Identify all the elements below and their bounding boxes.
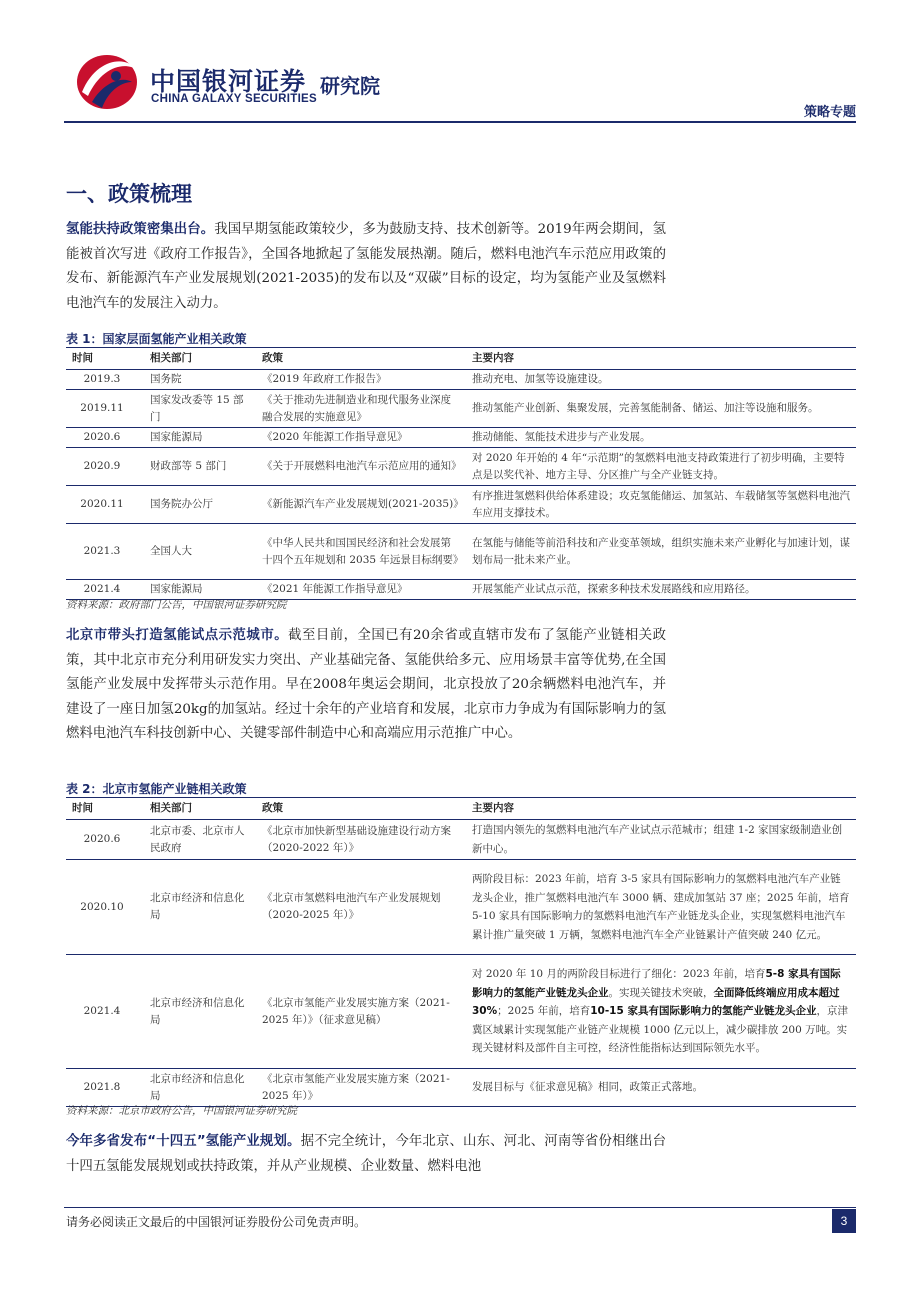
- paragraph-beijing-pilot: [66, 624, 666, 747]
- footer-disclaimer: 请务必阅读正文最后的中国银河证券股份公司免责声明。: [66, 1215, 367, 1229]
- cell-dept: 国务院: [144, 370, 256, 390]
- cell-time: 2021.3: [66, 524, 144, 580]
- table-row: [66, 390, 856, 428]
- header-divider: [64, 121, 856, 123]
- table-header-row: [66, 798, 856, 820]
- cell-content: 推动氢能产业创新、集聚发展，完善氢能制备、储运、加注等设施和服务。: [466, 390, 856, 428]
- cell-time: 2021.4: [66, 955, 144, 1069]
- paragraph-lead: 今年多省发布“十四五”氢能产业规划。: [66, 1134, 301, 1149]
- cell-content: 两阶段目标：2023 年前，培育 3-5 家具有国际影响力的氢燃料电池汽车产业链龙头企业，推广氢燃料电池汽车 3000 辆、建成加氢站 37 座；2025 年前，培育 5-10 家具有国际影响力的氢燃料电池汽车产业链龙头企业，实现氢燃料电池汽车累计推广量突破 1 万辆，氢燃料电池汽车全产业链累计产值突破 240 亿元。: [466, 860, 856, 955]
- col-header-policy: 政策: [256, 348, 466, 370]
- table-row: [66, 448, 856, 486]
- cell-dept: 国家能源局: [144, 580, 256, 600]
- cell-time: 2020.6: [66, 820, 144, 860]
- brand-name-cn: 中国银河证券: [150, 67, 307, 96]
- table-row: [66, 524, 856, 580]
- cell-time: 2021.8: [66, 1069, 144, 1107]
- cell-dept: 国家发改委等 15 部门: [144, 390, 256, 428]
- paragraph-lead: 北京市带头打造氢能试点示范城市。: [66, 628, 289, 643]
- cell-time: 2020.9: [66, 448, 144, 486]
- paragraph-lead: 氢能扶持政策密集出台。: [66, 222, 215, 237]
- cell-content: 打造国内领先的氢燃料电池汽车产业试点示范城市；组建 1-2 家国家级制造业创新中心。: [466, 820, 856, 860]
- cell-policy: 《中华人民共和国国民经济和社会发展第十四个五年规划和 2035 年远景目标纲要》: [256, 524, 466, 580]
- report-type-label: 策略专题: [803, 105, 856, 120]
- col-header-time: 时间: [66, 348, 144, 370]
- cell-policy: 《关于推动先进制造业和现代服务业深度融合发展的实施意见》: [256, 390, 466, 428]
- galaxy-logo-icon: [74, 52, 140, 112]
- cell-dept: 北京市经济和信息化局: [144, 1069, 256, 1107]
- cell-dept: 国务院办公厅: [144, 486, 256, 524]
- cell-content: 开展氢能产业试点示范，探索多种技术发展路线和应用路径。: [466, 580, 856, 600]
- col-header-content: 主要内容: [466, 348, 856, 370]
- page-number: 3: [832, 1209, 856, 1233]
- table-row: [66, 820, 856, 860]
- cell-content: 推动储能、氢能技术进步与产业发展。: [466, 428, 856, 448]
- paragraph-body: 截至目前，全国已有20余省或直辖市发布了氢能产业链相关政策，其中北京市充分利用研发实力突出、产业基础完备、氢能供给多元、应用场景丰富等优势,在全国氢能产业发展中发挥带头示范作用。早在2008年奥运会期间，北京投放了20余辆燃料电池汽车，并建设了一座日加氢20kg的加氢站。经过十余年的产业培育和发展，北京市力争成为有国际影响力的氢燃料电池汽车科技创新中心、关键零部件制造中心和高端应用示范推广中心。: [66, 628, 666, 741]
- cell-policy: 《北京市加快新型基础设施建设行动方案（2020-2022 年）》: [256, 820, 466, 860]
- content-text: ；2025 年前，培育: [497, 1005, 591, 1018]
- table-row: [66, 428, 856, 448]
- table-row: [66, 1069, 856, 1107]
- table1-source: 资料来源：政府部门公告，中国银河证券研究院: [66, 599, 287, 611]
- cell-content: 对 2020 年开始的 4 年“示范期”的氢燃料电池支持政策进行了初步明确，主要特点是以奖代补、地方主导、分区推广与全产业链支持。: [466, 448, 856, 486]
- content-text: 对 2020 年 10 月的两阶段目标进行了细化：2023 年前，培育: [472, 968, 766, 981]
- content-highlight: 全面降低终端应用成本超过 30%: [472, 986, 840, 1018]
- paragraph-body: 据不完全统计，今年北京、山东、河北、河南等省份相继出台十四五氢能发展规划或扶持政策，并从产业规模、企业数量、燃料电池: [66, 1134, 667, 1174]
- content-highlight: 10-15 家具有国际影响力的氢能产业链龙头企业: [590, 1005, 817, 1018]
- content-text: ，京津冀区域累计实现氢能产业链产业规模 1000 亿元以上，减少碳排放 200 万吨。实现关键材料及部件自主可控，经济性能指标达到国际领先水平。: [472, 1005, 848, 1055]
- content-text: 。实现关键技术突破，: [608, 986, 714, 999]
- col-header-content: 主要内容: [466, 798, 856, 820]
- cell-policy: 《2020 年能源工作指导意见》: [256, 428, 466, 448]
- paragraph-body: 我国早期氢能政策较少，多为鼓励支持、技术创新等。2019年两会期间，氢能被首次写进《政府工作报告》，全国各地掀起了氢能发展热潮。随后，燃料电池汽车示范应用政策的发布、新能源汽车产业发展规划(2021-2035)的发布以及“双碳”目标的设定，均为氢能产业及氢燃料电池汽车的发展注入动力。: [66, 222, 666, 311]
- table2-source: 资料来源：北京市政府公告，中国银河证券研究院: [66, 1105, 297, 1117]
- cell-policy: 《北京市氢能产业发展实施方案（2021-2025 年）》（征求意见稿）: [256, 955, 466, 1069]
- cell-policy: 《2021 年能源工作指导意见》: [256, 580, 466, 600]
- brand-name-en: CHINA GALAXY SECURITIES: [151, 93, 318, 105]
- cell-time: 2020.10: [66, 860, 144, 955]
- table-row: [66, 370, 856, 390]
- cell-dept: 北京市委、北京市人民政府: [144, 820, 256, 860]
- paragraph-hydrogen-policy: [66, 218, 666, 316]
- beijing-policy-table: [66, 797, 856, 1107]
- table-row: [66, 955, 856, 1069]
- cell-dept: 全国人大: [144, 524, 256, 580]
- national-policy-table: [66, 347, 856, 600]
- col-header-time: 时间: [66, 798, 144, 820]
- cell-dept: 北京市经济和信息化局: [144, 860, 256, 955]
- cell-policy: 《北京市氢能产业发展实施方案（2021-2025 年）》: [256, 1069, 466, 1107]
- cell-content: [466, 955, 856, 1069]
- cell-policy: 《2019 年政府工作报告》: [256, 370, 466, 390]
- cell-time: 2021.4: [66, 580, 144, 600]
- paragraph-provincial-plans: [66, 1130, 666, 1179]
- section-title: 一、政策梳理: [66, 182, 192, 206]
- table-row: [66, 486, 856, 524]
- cell-dept: 北京市经济和信息化局: [144, 955, 256, 1069]
- cell-policy: 《北京市氢燃料电池汽车产业发展规划（2020-2025 年）》: [256, 860, 466, 955]
- cell-time: 2019.11: [66, 390, 144, 428]
- table1-title: 表 1：国家层面氢能产业相关政策: [66, 332, 247, 346]
- cell-policy: 《关于开展燃料电池汽车示范应用的通知》: [256, 448, 466, 486]
- cell-content: 发展目标与《征求意见稿》相同，政策正式落地。: [466, 1069, 856, 1107]
- cell-content: 在氢能与储能等前沿科技和产业变革领域，组织实施未来产业孵化与加速计划，谋划布局一批未来产业。: [466, 524, 856, 580]
- col-header-dept: 相关部门: [144, 798, 256, 820]
- cell-dept: 国家能源局: [144, 428, 256, 448]
- cell-dept: 财政部等 5 部门: [144, 448, 256, 486]
- cell-content: 有序推进氢燃料供给体系建设；攻克氢能储运、加氢站、车载储氢等氢燃料电池汽车应用支撑技术。: [466, 486, 856, 524]
- report-header: [64, 50, 856, 125]
- col-header-dept: 相关部门: [144, 348, 256, 370]
- cell-time: 2020.6: [66, 428, 144, 448]
- cell-policy: 《新能源汽车产业发展规划(2021-2035)》: [256, 486, 466, 524]
- table-header-row: [66, 348, 856, 370]
- cell-time: 2020.11: [66, 486, 144, 524]
- cell-content: 推动充电、加氢等设施建设。: [466, 370, 856, 390]
- institute-label: 研究院: [320, 74, 380, 98]
- table2-title: 表 2：北京市氢能产业链相关政策: [66, 782, 247, 796]
- col-header-policy: 政策: [256, 798, 466, 820]
- cell-time: 2019.3: [66, 370, 144, 390]
- content-highlight: 5-8 家具有国际影响力的氢能产业链龙头企业: [472, 968, 841, 999]
- table-row: [66, 860, 856, 955]
- footer-divider: [64, 1207, 856, 1208]
